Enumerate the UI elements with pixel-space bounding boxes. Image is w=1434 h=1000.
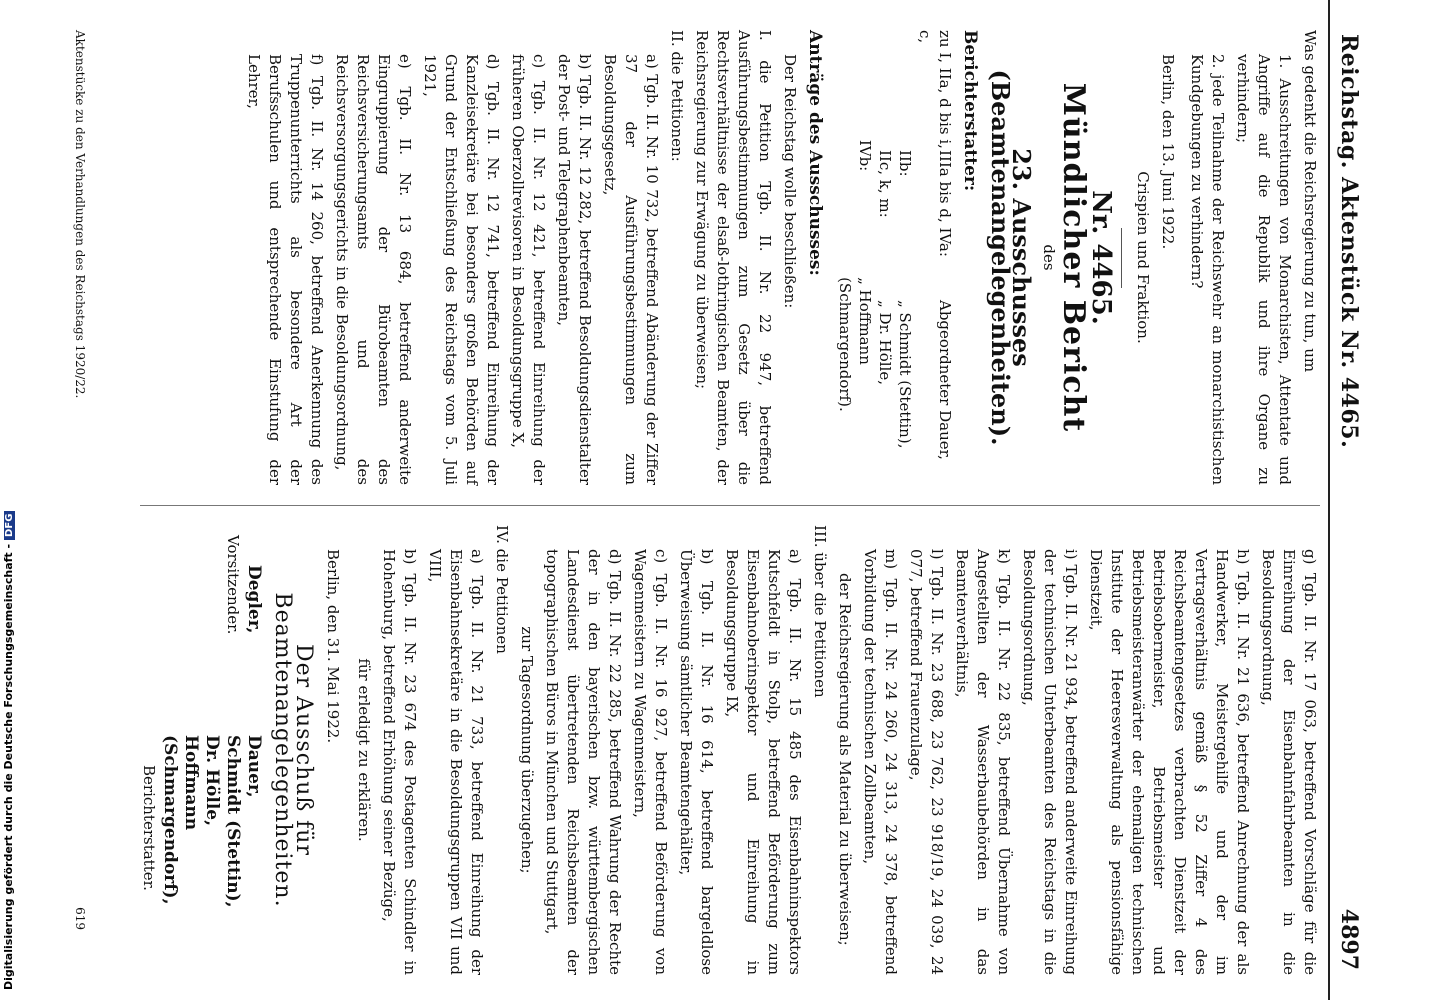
reporter-name: „ Hoffmann (Schmargendorf). <box>836 277 874 412</box>
reporter-name: „ Dr. Hölle, <box>876 300 894 385</box>
chair-role: Vorsitzender. <box>224 535 242 635</box>
reporter-scope <box>875 30 895 150</box>
interpellation-date: Berlin, den 13. Juni 1922. <box>1159 54 1177 250</box>
rapporteur-name: Dauer, <box>244 735 264 798</box>
petition-item: b) Tgb. II. Nr. 16 614, betreffend bargeldlose Überweisung sämtlicher Beamtengehälter, <box>677 549 716 975</box>
chair-signature <box>138 535 264 715</box>
petition-disposition: für erledigt zu erklären. <box>355 658 373 842</box>
petition-disposition: zur Tagesordnung überzugehen; <box>518 626 536 874</box>
reporters-heading: Berichterstatter: <box>960 30 980 192</box>
right-column <box>138 525 1320 975</box>
petition-item: d) Tgb. II. Nr. 12 741, betreffend Einreihung der Kanzleisekretäre bei besonders großen Behörden auf Grund der Entschließung des Reichstags vom 5. Juli 1921, <box>421 54 502 485</box>
page-header <box>1328 0 1370 1000</box>
reporter-row <box>915 30 955 485</box>
credit-text: Digitalisierung gefördert durch die Deutsche Forschungsgemeinschaft - <box>2 543 15 990</box>
reporter-items: IIc, k, m: <box>876 150 894 218</box>
motion-I: I. die Petition Tgb. II. Nr. 22 947, betreffend Ausführungsbestimmungen zum Gesetz über die Rechtsverhältnisse der elsaß-lothringischen Beamten, der Reichsregierung zur Erwägung zu überweisen; <box>693 30 774 485</box>
motions-heading: Anträge des Ausschusses: <box>805 30 825 276</box>
petition-item: a) Tgb. II. Nr. 10 732, betreffend Abänderung der Ziffer 37 der Ausführungsbestimmungen zum Besoldungsgesetz, <box>601 54 661 485</box>
petition-item: g) Tgb. II. Nr. 17 063, betreffend Vorschläge für die Einreihung der Eisenbahnfahrbeamten in die Besoldungsordnung, <box>1259 549 1319 975</box>
digitization-credit <box>2 513 15 990</box>
petition-item: h) Tgb. II. Nr. 21 636, betreffend Anrechnung der als Handwerker, Meistergehilfe und der im Vertragsverhältnis gemäß § 52 Ziffer 4 des Reichsbeamtengesetzes verbrachten Dienstzeit der Betriebsobermeister, Betriebsmeister und Betriebsmeisteranwärter der ehemaligen technischen Institute der Heeresverwaltung als pensionsfähige Dienstzeit, <box>1087 549 1252 975</box>
petition-item: c) Tgb. II. Nr. 16 927, betreffend Beförderung von Wagenmeistern zu Wagenmeistern, <box>631 549 670 975</box>
petition-item: b) Tgb. II. Nr. 12 282, betreffend Besoldungsdienstalter der Post- und Telegraphenbeamten, <box>555 54 594 485</box>
rapporteurs-role: Berichterstatter. <box>140 765 158 891</box>
rotated-page-content <box>60 0 1370 1000</box>
section-III-heading: III. über die Petitionen <box>811 525 829 698</box>
header-title: Reichstag. Aktenstück Nr. 4465. <box>1336 34 1362 449</box>
petition-item: l) Tgb. II. Nr. 23 688, 23 762, 23 918/19, 24 039, 24 077, betreffend Frauenzulage, <box>907 549 946 975</box>
reporter-name: Abgeordneter Dauer, <box>936 300 954 460</box>
document-number: Nr. 4465. <box>1086 190 1116 325</box>
reporter-scope <box>835 30 875 140</box>
rapporteur-name: Hoffmann (Schmargendorf), <box>160 735 201 905</box>
interpellation-intro: Was gedenkt die Reichsregierung zu tun, um <box>1301 30 1319 373</box>
footer-page-number: 619 <box>73 907 87 930</box>
committee-signature: Der Ausschuß für Beamtenangelegenheiten. <box>270 592 316 908</box>
petition-item: c) Tgb. II. Nr. 12 421, betreffend Einreihung der früheren Oberzollrevisoren in Besoldungsgruppe X, <box>509 54 548 485</box>
interpellation-signers: Crispien und Fraktion. <box>1134 171 1152 344</box>
rapporteurs-signature <box>138 735 264 965</box>
section-IV-heading: IV. die Petitionen <box>493 525 511 654</box>
petition-item: i) Tgb. II. Nr. 21 934, betreffend anderweite Einreihung der technischen Unterbeamten des Reichstags in die Besoldungsordnung, <box>1020 549 1080 975</box>
petition-item: e) Tgb. II. Nr. 13 684, betreffend anderweite Eingruppierung der Bürobeamten des Reichsversicherungsamts und des Reichsversorgungsgerichts in die Besoldungsordnung, <box>333 54 414 485</box>
footer-text: Aktenstücke zu den Verhandlungen des Reichstags 1920/22. <box>73 30 87 399</box>
reporter-name: „ Schmidt (Stettin), <box>896 300 914 449</box>
header-page-number: 4897 <box>1336 908 1362 970</box>
petition-item: a) Tgb. II. Nr. 21 733, betreffend Einreihung der Eisenbahnsekretäre in die Besoldungsgruppen VII und VIII, <box>426 549 486 975</box>
interpellation-item: 1. Ausschreitungen von Monarchisten, Attentate und Angriffe auf die Republik und ihre Organe zu verhindern; <box>1234 54 1294 485</box>
petition-disposition: der Reichsregierung als Material zu überweisen; <box>836 573 854 946</box>
petition-item: a) Tgb. II. Nr. 15 485 des Eisenbahninspektors Kutschfeldt in Stolp, betreffend Beförderung zum Eisenbahnoberinspektor und Einreihung in Besoldungsgruppe IX, <box>723 549 804 975</box>
dfg-logo: DFG <box>4 511 15 540</box>
petition-item: d) Tgb. II. Nr. 22 285, betreffend Wahrung der Rechte der in den bayerischen bzw. württembergischen Landesdienst übertretenden Reichsbeamten der topographischen Büros in München und Stuttgart, <box>543 549 624 975</box>
title-des: des <box>1040 244 1058 271</box>
reporter-row <box>875 30 895 485</box>
petition-item: m) Tgb. II. Nr. 24 260, 24 313, 24 378, betreffend Vorbildung der technischen Zollbeamten, <box>861 549 900 975</box>
chair-name: Degler, <box>244 565 264 634</box>
rapporteur-name: Dr. Hölle, <box>202 735 222 827</box>
separator-rule <box>1121 228 1122 288</box>
petition-item: b) Tgb. II. Nr. 23 674 des Postagenten Schindler in Hohenburg, betreffend Erhöhung seiner Bezüge, <box>380 549 419 975</box>
column-divider <box>140 505 1320 506</box>
rapporteur-name: Schmidt (Stettin), <box>223 735 243 908</box>
reporter-row <box>835 30 875 485</box>
reporter-items: IIb: <box>896 150 914 177</box>
reporter-scope <box>895 30 915 150</box>
report-date: Berlin, den 31. Mai 1922. <box>324 549 342 744</box>
motion-II: II. die Petitionen: <box>668 30 686 162</box>
left-column <box>239 30 1320 485</box>
document-title: Mündlicher Bericht <box>1056 82 1091 433</box>
petition-item: f) Tgb. II. Nr. 14 260, betreffend Anerkennung des Truppenunterrichts als besondere Art der Berufsschulen und entsprechende Einstufung der Lehrer, <box>245 54 326 485</box>
interpellation-item: 2. jede Teilnahme der Reichswehr an monarchistischen Kundgebungen zu verhindern? <box>1188 54 1227 485</box>
committee-title: 23. Ausschusses (Beamtenangelegenheiten). <box>986 69 1036 446</box>
signature-block <box>138 525 264 975</box>
petition-item: k) Tgb. II. Nr. 22 835, betreffend Übernahme von Angestellten der Wasserbaubehörden in das Beamtenverhältnis, <box>953 549 1013 975</box>
reporter-row <box>895 30 915 485</box>
reporter-scope: zu I, IIa, d bis i, c, <box>916 30 954 149</box>
page-footer <box>73 30 87 970</box>
motion-intro: Der Reichstag wolle beschließen: <box>781 54 799 309</box>
reporter-items: IVb: <box>856 139 874 172</box>
reporter-items: IIIa bis d, IVa: <box>936 150 954 257</box>
